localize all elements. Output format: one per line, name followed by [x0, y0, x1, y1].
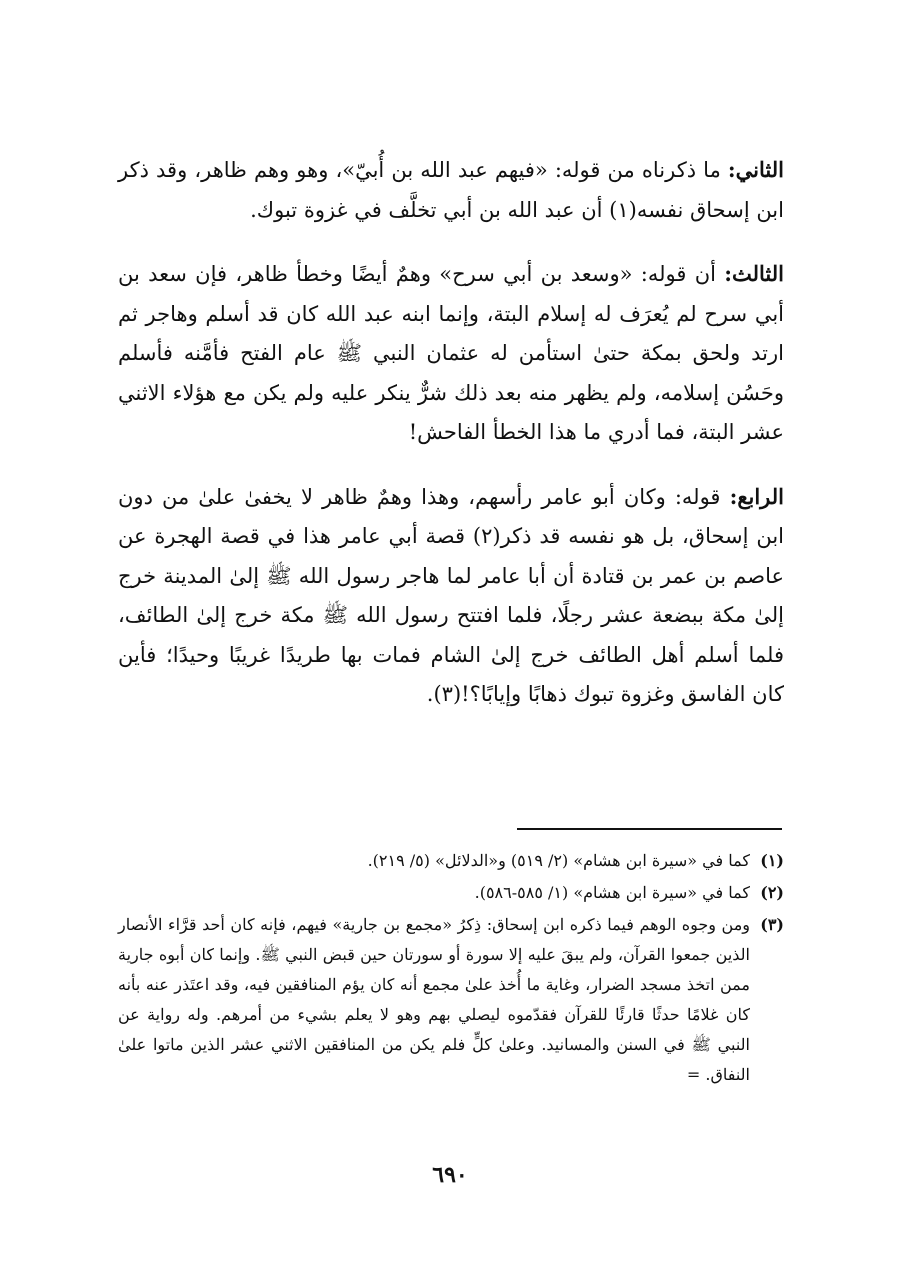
- paragraph-fourth-point: [118, 477, 784, 715]
- paragraph-body: أن قوله: «وسعد بن أبي سرح» وهمٌ أيضًا وخطأ ظاهر، فإن سعد بن أبي سرح لم يُعرَف له إسلام البتة، وإنما ابنه عبد الله كان قد أسلم وهاجر ثم ارتد ولحق بمكة حتىٰ استأمن له عثمان النبي ﷺ عام الفتح فأمَّنه فأسلم وحَسُن إسلامه، ولم يظهر منه بعد ذلك شرٌّ ينكر عليه ولم يكن مع هؤلاء الاثني عشر البتة، فما أدري ما هذا الخطأ الفاحش!: [118, 262, 784, 444]
- footnote-2: [118, 878, 784, 908]
- paragraph-lead: الثاني:: [727, 157, 784, 182]
- footnote-number: (٣): [760, 915, 784, 934]
- paragraph-third-point: [118, 254, 784, 453]
- footnote-divider: [517, 828, 782, 830]
- footnote-text: كما في «سيرة ابن هشام» (١/ ٥٨٥-٥٨٦).: [474, 883, 750, 902]
- footnote-3: [118, 910, 784, 1090]
- main-text: [118, 150, 784, 739]
- paragraph-lead: الرابع:: [729, 483, 784, 509]
- paragraph-body: ما ذكرناه من قوله: «فيهم عبد الله بن أُبيّ»، وهو وهم ظاهر، وقد ذكر ابن إسحاق نفسه(١) أن عبد الله بن أبي تخلَّف في غزوة تبوك.: [118, 158, 784, 222]
- footnote-1: [118, 846, 784, 876]
- footnotes: [118, 846, 784, 1092]
- footnote-text: ومن وجوه الوهم فيما ذكره ابن إسحاق: ذِكرُ «مجمع بن جارية» فيهم، فإنه كان أحد قرَّاء الأنصار الذين جمعوا القرآن، ولم يبقَ عليه إلا سورة أو سورتان حين قبض النبي ﷺ. وإنما كان أبوه جارية ممن اتخذ مسجد الضرار، وغاية ما أُخذ علىٰ مجمع أنه كان يؤم المنافقين فيه، وقد اعتَذر عنه بأنه كان غلامًا حدثًا قارئًا للقرآن فقدّموه ليصلي بهم وهو لا يعلم بشيء من أمرهم. وله رواية عن النبي ﷺ في السنن والمسانيد. وعلىٰ كلٍّ فلم يكن من المنافقين الاثني عشر الذين ماتوا علىٰ النفاق. =: [118, 915, 751, 1084]
- paragraph-lead: الثالث:: [724, 261, 784, 286]
- paragraph-body: قوله: وكان أبو عامر رأسهم، وهذا وهمٌ ظاهر لا يخفىٰ علىٰ من دون ابن إسحاق، بل هو نفسه قد ذكر(٢) قصة أبي عامر هذا في قصة الهجرة عن عاصم بن عمر بن قتادة أن أبا عامر لما هاجر رسول الله ﷺ إلىٰ المدينة خرج إلىٰ مكة ببضعة عشر رجلًا، فلما افتتح رسول الله ﷺ مكة خرج إلىٰ الطائف، فلما أسلم أهل الطائف خرج إلىٰ الشام فمات بها طريدًا غريبًا وحيدًا؛ فأين كان الفاسق وغزوة تبوك ذهابًا وإيابًا؟!(٣).: [118, 484, 785, 706]
- paragraph-second-point: [118, 150, 784, 230]
- footnote-number: (١): [760, 851, 784, 870]
- page-number: ٦٩٠: [432, 1162, 468, 1188]
- footnote-number: (٢): [760, 883, 784, 902]
- footnote-text: كما في «سيرة ابن هشام» (٢/ ٥١٩) و«الدلائل» (٥/ ٢١٩).: [367, 851, 750, 870]
